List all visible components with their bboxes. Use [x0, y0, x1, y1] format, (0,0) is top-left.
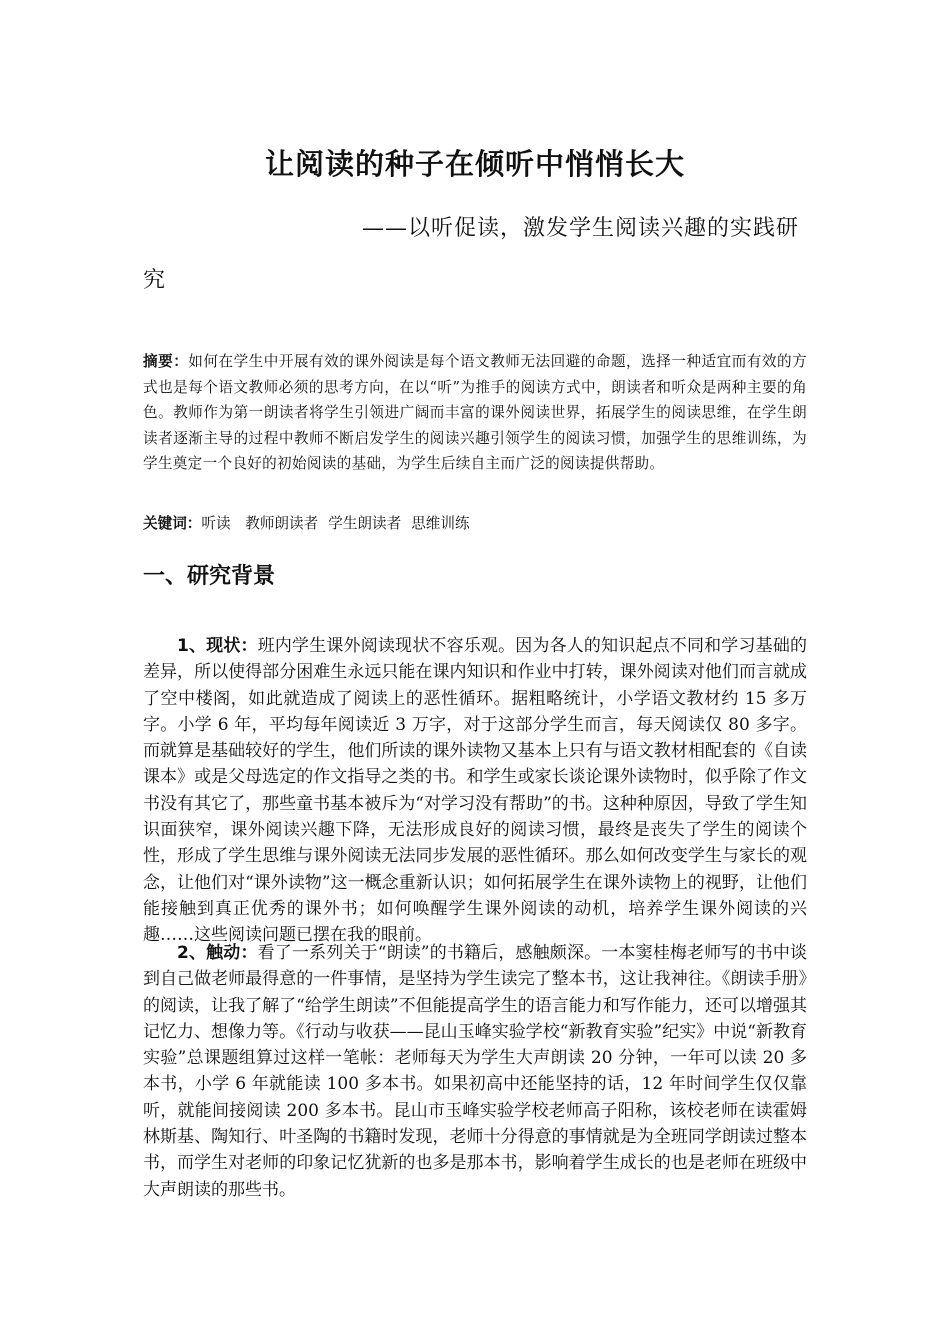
document-subtitle: ——以听促读，激发学生阅读兴趣的实践研 [362, 216, 800, 241]
abstract [143, 349, 807, 477]
keyword-item: 思维训练 [411, 515, 470, 532]
document-title: 让阅读的种子在倾听中悄悄长大 [264, 147, 685, 181]
body-paragraph-status [143, 633, 807, 949]
paragraph-text: 看了一系列关于“朗读”的书籍后，感触颇深。一本窦桂梅老师写的书中谈到自己做老师最得意的一件事情，是坚持为学生读完了整本书，这让我神往。《朗读手册》的阅读，让我了解了“给学生朗读”不但能提高学生的语言能力和写作能力，还可以增强其记忆力、想像力等。《行动与收获——昆山玉峰实验学校“新教育实验”纪实》中说“新教育实验”总课题组算过这样一笔帐：老师每天为学生大声朗读 20 分钟，一年可以读 20 多本书，小学 6 年就能读 100 多本书。如果初高中还能坚持的话，12 年时间学生仅仅靠听，就能间接阅读 200 多本书。昆山市玉峰实验学校老师高子阳称，该校老师在读霍姆林斯基、陶知行、叶圣陶的书籍时发现，老师十分得意的事情就是为全班同学朗读过整本书，而学生对老师的印象记忆犹新的也多是那本书，影响着学生成长的也是老师在班级中大声朗读的那些书。 [143, 943, 807, 1200]
paragraph-lead: 2、触动： [177, 943, 258, 963]
keyword-item: 教师朗读者 [245, 515, 319, 532]
abstract-text: 如何在学生中开展有效的课外阅读是每个语文教师无法回避的命题，选择一种适宜而有效的方式也是每个语文教师必须的思考方向，在以“听”为推手的阅读方式中，朗读者和听众是两种主要的角色。教师作为第一朗读者将学生引领进广阔而丰富的课外阅读世界，拓展学生的阅读思维，在学生朗读者逐渐主导的过程中教师不断启发学生的阅读兴趣引领学生的阅读习惯，加强学生的思维训练，为学生奠定一个良好的初始阅读的基础，为学生后续自主而广泛的阅读提供帮助。 [143, 353, 807, 472]
keywords-label: 关键词： [143, 515, 202, 532]
keyword-item: 听读 [201, 515, 231, 532]
paragraph-lead: 1、现状： [177, 636, 258, 656]
abstract-label: 摘要： [143, 353, 189, 370]
body-paragraph-inspiration [143, 940, 807, 1203]
paragraph-text: 班内学生课外阅读现状不容乐观。因为各人的知识起点不同和学习基础的差异，所以使得部分困难生永远只能在课内知识和作业中打转，课外阅读对他们而言就成了空中楼阁，如此就造成了阅读上的恶性循环。据粗略统计，小学语文教材约 15 多万字。小学 6 年，平均每年阅读近 3 万字，对于这部分学生而言，每天阅读仅 80 多字。而就算是基础较好的学生，他们所读的课外读物又基本上只有与语文教材相配套的《自读课本》或是父母选定的作文指导之类的书。和学生或家长谈论课外读物时，似乎除了作文书没有其它了，那些童书基本被斥为“对学习没有帮助”的书。这种种原因，导致了学生知识面狭窄，课外阅读兴趣下降，无法形成良好的阅读习惯，最终是丧失了学生的阅读个性，形成了学生思维与课外阅读无法同步发展的恶性循环。那么如何改变学生与家长的观念，让他们对“课外读物”这一概念重新认识；如何拓展学生在课外读物上的视野，让他们能接触到真正优秀的课外书；如何唤醒学生课外阅读的动机，培养学生课外阅读的兴趣……这些阅读问题已摆在我的眼前。 [143, 636, 807, 946]
keyword-item: 学生朗读者 [328, 515, 402, 532]
document-subtitle-continued: 究 [143, 268, 166, 293]
keywords [143, 512, 470, 533]
section-heading: 一、研究背景 [143, 564, 276, 589]
